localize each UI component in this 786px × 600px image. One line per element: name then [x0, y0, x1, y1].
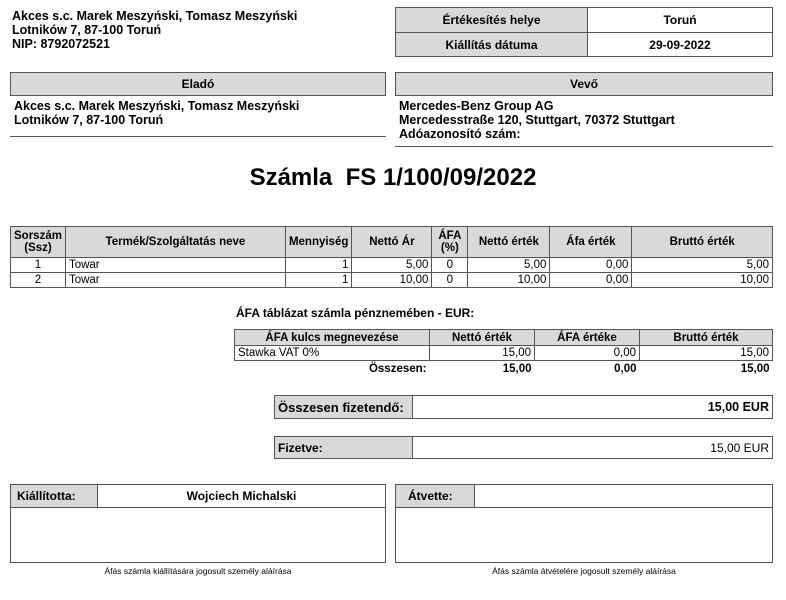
vat-cell-rate: Stawka VAT 0%: [235, 346, 430, 361]
seller-top-nip: NIP: 8792072521: [12, 37, 110, 51]
seller-top-info: [12, 9, 297, 51]
cell-ssz: 1: [11, 258, 66, 273]
vat-header-row: [235, 330, 773, 346]
col-header-net-value: Nettó érték: [468, 227, 550, 258]
buyer-details: [399, 99, 675, 141]
items-header-row: [11, 227, 773, 258]
issue-place-value: Toruń: [588, 8, 773, 33]
vat-col-header-vat: ÁFA értéke: [535, 330, 640, 346]
cell-vat-pct: 0: [432, 258, 468, 273]
payable-value: 15,00 EUR: [413, 396, 773, 419]
buyer-name: Mercedes-Benz Group AG: [399, 99, 554, 113]
seller-name: Akces s.c. Marek Meszyński, Tomasz Meszyński: [14, 99, 300, 113]
buyer-address: Mercedesstraße 120, Stuttgart, 70372 Stuttgart: [399, 113, 675, 127]
seller-top-name: Akces s.c. Marek Meszyński, Tomasz Meszyński: [12, 9, 298, 23]
issue-date-label: Kiállítás dátuma: [396, 33, 588, 57]
issue-date-value: 29-09-2022: [588, 33, 773, 57]
cell-ssz: 2: [11, 273, 66, 288]
buyer-divider: [395, 146, 773, 147]
vat-cell-gross: 15,00: [640, 346, 773, 361]
cell-quantity: 1: [285, 258, 351, 273]
receiver-signature-caption: Áfás számla átvételére jogosult személy aláírása: [492, 566, 676, 576]
buyer-tax-label: Adóazonosító szám:: [399, 127, 521, 141]
issuer-name: Wojciech Michalski: [98, 485, 385, 508]
cell-net-price: 10,00: [352, 273, 432, 288]
issuer-signature-caption: Áfás számla kiállítására jogosult személy aláírása: [104, 566, 292, 576]
vat-total-net: 15,00: [502, 362, 532, 375]
vat-total-gross: 15,00: [740, 362, 770, 375]
vat-total-label: Összesen:: [368, 362, 427, 375]
cell-gross-value: 10,00: [632, 273, 773, 288]
col-header-vat-value: Áfa érték: [550, 227, 632, 258]
col-header-gross-value: Bruttó érték: [632, 227, 773, 258]
cell-net-value: 10,00: [468, 273, 550, 288]
paid-label: Fizetve:: [275, 437, 413, 459]
vat-total-vat: 0,00: [614, 362, 637, 375]
seller-address: Lotników 7, 87-100 Toruń: [14, 113, 164, 127]
col-header-quantity: Mennyiség: [285, 227, 351, 258]
issuer-signature-box: [10, 484, 386, 563]
issuer-label: Kiállította:: [11, 485, 98, 508]
invoice-title: Számla FS 1/100/09/2022: [249, 164, 537, 191]
issue-place-label: Értékesítés helye: [396, 8, 588, 33]
table-row: [11, 258, 773, 273]
receiver-name-field: [475, 485, 772, 508]
vat-cell-vat: 0,00: [535, 346, 640, 361]
col-header-product: Termék/Szolgáltatás neve: [65, 227, 285, 258]
seller-top-address: Lotników 7, 87-100 Toruń: [12, 23, 162, 37]
seller-header: Eladó: [10, 72, 386, 96]
payable-label: Összesen fizetendő:: [275, 396, 413, 419]
cell-gross-value: 5,00: [632, 258, 773, 273]
col-header-net-price: Nettó Ár: [352, 227, 432, 258]
table-row: [235, 346, 773, 361]
paid-table: [274, 436, 773, 459]
items-table: [10, 226, 773, 288]
col-header-ssz: Sorszám (Ssz): [11, 227, 66, 258]
issue-info-table: [395, 7, 773, 57]
cell-net-value: 5,00: [468, 258, 550, 273]
vat-col-header-gross: Bruttó érték: [640, 330, 773, 346]
payable-table: [274, 395, 773, 419]
cell-vat-value: 0,00: [550, 273, 632, 288]
cell-vat-value: 0,00: [550, 258, 632, 273]
buyer-header: Vevő: [395, 72, 773, 96]
receiver-signature-box: [395, 484, 773, 563]
cell-vat-pct: 0: [432, 273, 468, 288]
vat-table: [234, 329, 773, 377]
vat-col-header-net: Nettó érték: [430, 330, 535, 346]
cell-product: Towar: [65, 273, 285, 288]
table-row: [11, 273, 773, 288]
vat-total-row: [235, 361, 773, 377]
receiver-label: Átvette:: [396, 485, 475, 508]
col-header-vat-pct: ÁFA (%): [432, 227, 468, 258]
seller-details: [14, 99, 299, 127]
paid-value: 15,00 EUR: [413, 437, 773, 459]
vat-cell-net: 15,00: [430, 346, 535, 361]
vat-table-caption: ÁFA táblázat számla pénznemében - EUR:: [236, 306, 475, 320]
seller-divider: [10, 136, 386, 137]
cell-net-price: 5,00: [352, 258, 432, 273]
cell-product: Towar: [65, 258, 285, 273]
vat-col-header-rate: ÁFA kulcs megnevezése: [235, 330, 430, 346]
cell-quantity: 1: [285, 273, 351, 288]
